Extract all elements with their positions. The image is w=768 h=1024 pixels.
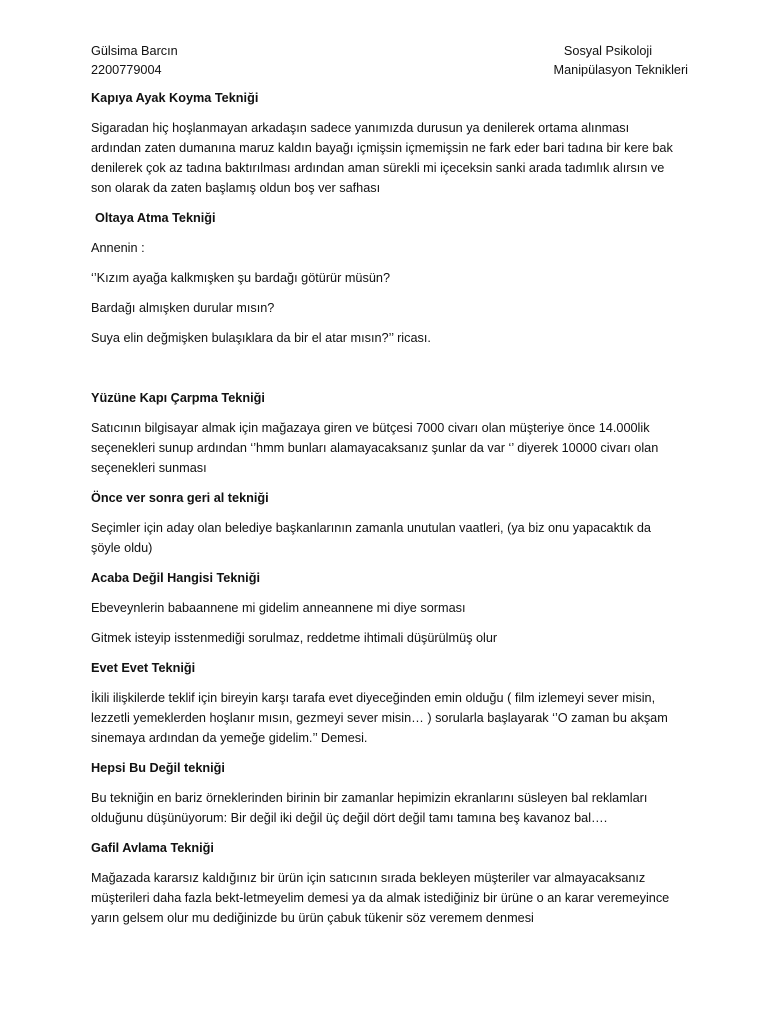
section-oltaya-atma <box>91 208 679 348</box>
section-acaba-degil <box>91 568 679 648</box>
student-id: 2200779004 <box>91 63 162 77</box>
section-title: Hepsi Bu Değil tekniği <box>91 761 225 775</box>
document-page <box>91 42 688 938</box>
section-evet-evet <box>91 658 679 748</box>
section-paragraph: Mağazada kararsız kaldığınız bir ürün için satıcının sırada bekleyen müşteriler var almayacaksanız müşterileri daha fazla bekt-letmeyelim demesi ya da almak istediğiniz bir ürüne o an karar veremeyince yarın gelsem olur mu dediğinizde bu ürün çabuk tükenir söz veremem denmesi <box>91 871 670 925</box>
section-yuzune-kapi <box>91 388 679 478</box>
section-kapiya-ayak <box>91 88 679 198</box>
author-name: Gülsima Barcın <box>91 44 178 58</box>
section-paragraph: ‘’Kızım ayağa kalkmışken şu bardağı götürür müsün? <box>91 271 391 285</box>
section-paragraph: İkili ilişkilerde teklif için bireyin karşı tarafa evet diyeceğinden emin olduğu ( film izlemeyi sever misin, lezzetli yemeklerden hoşlanır mısın, gezmeyi sever misin… ) sorularla başlayarak ‘’O zaman bu akşam sinemaya ardından da yemeğe gidelim.’’ Demesi. <box>91 691 668 745</box>
section-paragraph: Bardağı almışken durular mısın? <box>91 301 275 315</box>
section-paragraph: Bu tekniğin en bariz örneklerinden birinin bir zamanlar hepimizin ekranlarını süsleyen bal reklamları olduğunu düşünüyorum: Bir değil iki değil üç değil dört değil tamı tamına beş kavanoz bal…. <box>91 791 648 825</box>
section-gafil-avlama <box>91 838 679 928</box>
section-title: Yüzüne Kapı Çarpma Tekniği <box>91 391 265 405</box>
section-paragraph: Satıcının bilgisayar almak için mağazaya giren ve bütçesi 7000 civarı olan müşteriye önce 14.000lik seçenekleri sunup ardından ‘’hmm bunları alamayacaksanız şunlar da var ‘’ diyerek 10000 civarı olan seçenekleri sunması <box>91 421 659 475</box>
section-title: Önce ver sonra geri al tekniği <box>91 491 269 505</box>
section-hepsi-bu-degil <box>91 758 679 828</box>
section-title: Evet Evet Tekniği <box>91 661 196 675</box>
header-left <box>91 42 178 80</box>
header-right <box>528 42 688 80</box>
section-title: Kapıya Ayak Koyma Tekniği <box>91 91 259 105</box>
section-paragraph: Sigaradan hiç hoşlanmayan arkadaşın sadece yanımızda durusun ya denilerek ortama alınması ardından zaten dumanına maruz kaldın bayağı içmişsin içmemişsin ne fark eder bari tadına bir kere bak denilerek çok az tadına baktırılması ardından aman sürekli mi içeceksin sanki arada tadımlık alırsın ve son olarak da zaten başlamış oldun boş ver safhası <box>91 121 673 195</box>
section-paragraph: Ebeveynlerin babaannene mi gidelim anneannene mi diye sorması <box>91 601 466 615</box>
document-header <box>91 42 688 80</box>
section-title: Oltaya Atma Tekniği <box>95 211 216 225</box>
spacer <box>91 358 679 388</box>
section-once-ver <box>91 488 679 558</box>
topic-name: Manipülasyon Teknikleri <box>553 63 688 77</box>
section-paragraph: Suya elin değmişken bulaşıklara da bir el atar mısın?’’ ricası. <box>91 331 431 345</box>
course-name: Sosyal Psikoloji <box>563 44 653 58</box>
section-paragraph: Gitmek isteyip isstenmediği sorulmaz, reddetme ihtimali düşürülmüş olur <box>91 631 498 645</box>
section-title: Acaba Değil Hangisi Tekniği <box>91 571 260 585</box>
section-title: Gafil Avlama Tekniği <box>91 841 214 855</box>
section-paragraph: Seçimler için aday olan belediye başkanlarının zamanla unutulan vaatleri, (ya biz onu yapacaktık da şöyle oldu) <box>91 521 651 555</box>
section-paragraph: Annenin : <box>91 241 145 255</box>
